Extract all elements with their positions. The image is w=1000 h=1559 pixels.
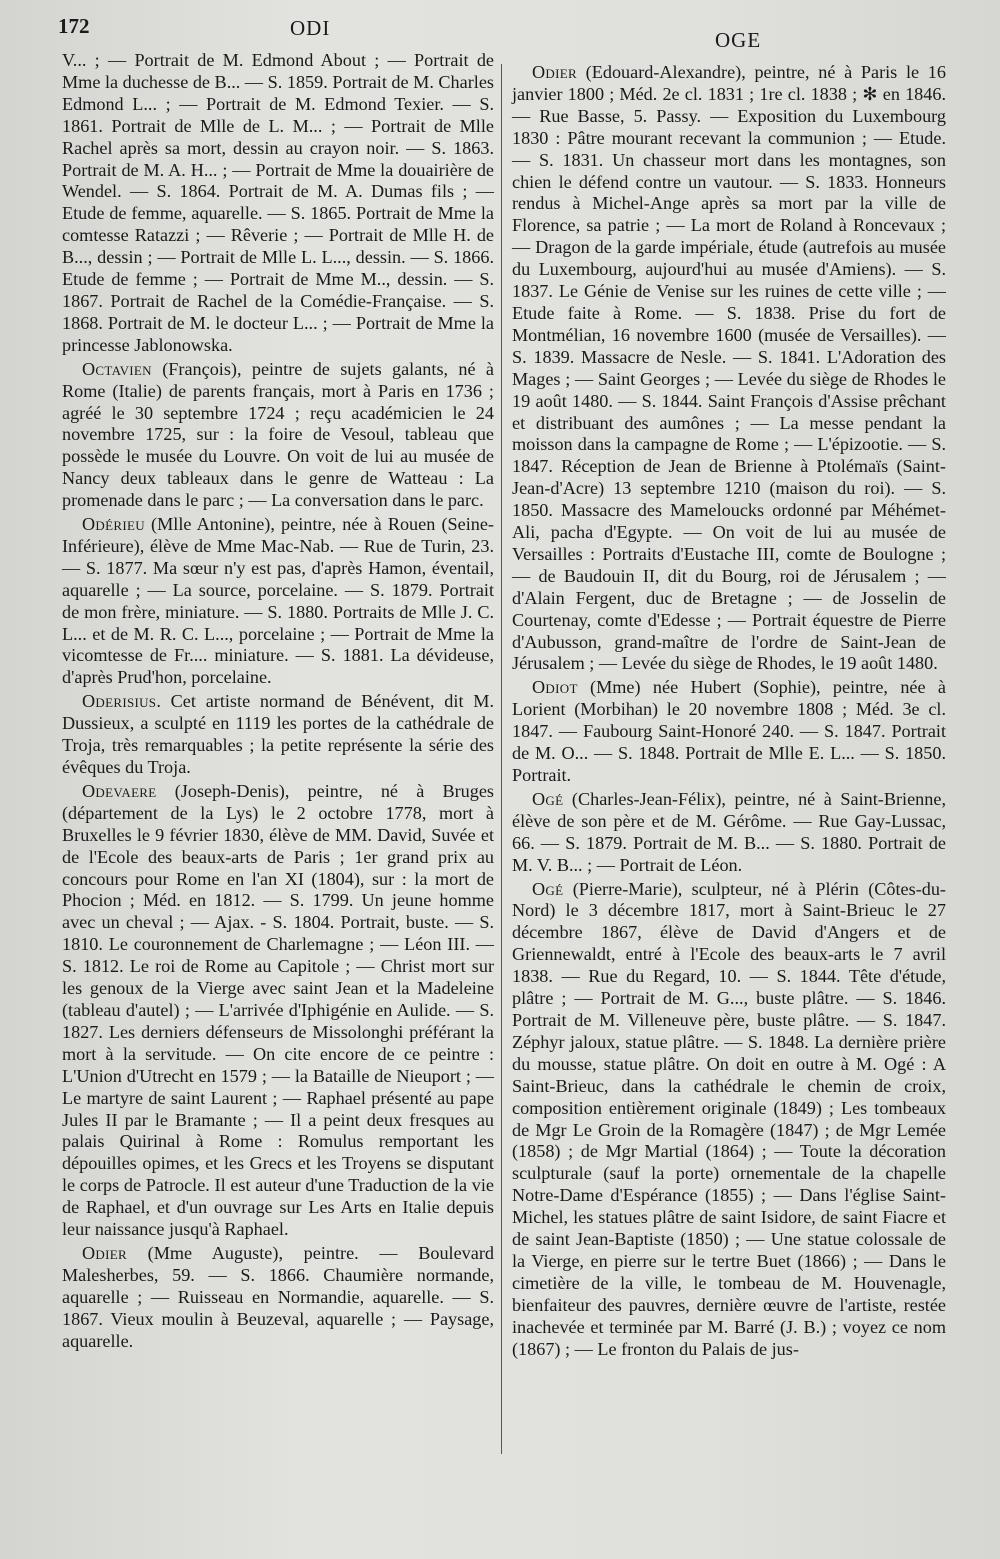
running-head-left: ODI (290, 16, 331, 40)
page-number: 172 (58, 14, 90, 38)
entry (62, 781, 494, 1241)
entry (62, 50, 494, 357)
entry (512, 677, 946, 787)
entry-name: Odevaere (82, 780, 157, 801)
entry (512, 62, 946, 675)
entry (512, 789, 946, 877)
entry-text: . Cet artiste normand de Bénévent, dit M. Dussieux, a sculpté en 1119 les portes de la cathédrale de Troja, très remarquables ; la petite représente la série des évêques du Troja. (62, 691, 494, 777)
entry-name: Odérieu (82, 514, 145, 535)
entry-text: (Mme Auguste), peintre. — Boulevard Malesherbes, 59. — S. 1866. Chaumière normande, aquarelle ; — Ruisseau en Normandie, aquarelle. — S. 1867. Vieux moulin à Beuzeval, aquarelle ; — Paysage, aquarelle. (62, 1242, 494, 1351)
entry-text: V... ; — Portrait de M. Edmond About ; — Portrait de Mme la duchesse de B... — S. 1859. Portrait de M. Charles Edmond L... ; — Portrait de M. Edmond Texier. — S. 1861. Portrait de Mlle de L. M... ; — Portrait de Mlle Rachel après sa mort, dessin au crayon noir. — S. 1863. Portrait de M. A. H... ; — Portrait de Mme la douairière de Wendel. — S. 1864. Portrait de M. A. Dumas fils ; — Etude de femme, aquarelle. — S. 1865. Portrait de Mme la comtesse Ratazzi ; — Rêverie ; — Portrait de Mlle H. de B..., dessin ; — Portrait de Mlle L. L..., dessin. — S. 1866. Etude de femme ; — Portrait de Mme M.., dessin. — S. 1867. Portrait de Rachel de la Comédie-Française. — S. 1868. Portrait de M. le docteur L... ; — Portrait de Mme la princesse Jablonowska. (62, 50, 494, 355)
entry (512, 879, 946, 1361)
entry (62, 359, 494, 512)
entry (62, 691, 494, 779)
running-head-right: OGE (715, 28, 762, 52)
right-column (512, 62, 946, 1362)
left-column (62, 50, 494, 1354)
entry-name: Ogé (532, 878, 564, 899)
entry-name: Odier (532, 62, 577, 82)
entry-text: (Mme) née Hubert (Sophie), peintre, née à Lorient (Morbihan) le 20 novembre 1808 ; Méd. 3e cl. 1847. — Faubourg Saint-Honoré 240. — S. 1847. Portrait de M. O... — S. 1848. Portrait de Mlle E. L... — S. 1850. Portrait. (512, 677, 946, 785)
entry-text: (François), peintre de sujets galants, né à Rome (Italie) de parents français, mort à Paris en 1736 ; agréé le 30 septembre 1724 ; reçu académicien le 24 novembre 1725, sur : la foire de Vesoul, tableau que possède le musée du Louvre. On voit de lui au musée de Nancy deux tableaux dans le genre de Watteau : La promenade dans le parc ; — La conversation dans le parc. (62, 358, 494, 511)
entry-text: (Joseph-Denis), peintre, né à Bruges (département de la Lys) le 2 octobre 1778, mort à Bruxelles le 9 février 1830, élève de MM. David, Suvée et de l'Ecole des beaux-arts de Paris ; 1er grand prix au concours pour Rome en l'an XI (1804), sur : la mort de Phocion ; Méd. en 1812. — S. 1799. Un jeune homme avec un cheval ; — Ajax. - S. 1804. Portrait, buste. — S. 1810. Le couronnement de Charlemagne ; — Léon III. — S. 1812. Le roi de Rome au Capitole ; — Christ mort sur les genoux de la Vierge avec saint Jean et la Madeleine (tableau d'autel) ; — L'arrivée d'Iphigénie en Aulide. — S. 1827. Les derniers défenseurs de Missolonghi préférant la mort à la servitude. — On cite encore de ce peintre : L'Union d'Utrecht en 1579 ; — la Bataille de Nieuport ; — Le martyre de saint Laurent ; — Raphael présenté au pape Jules II par le Bramante ; — Il a peint deux fresques au palais Quirinal à Rome : Romulus remportant les dépouilles opimes, et les Grecs et les Troyens se disputant le corps de Patrocle. Il est auteur d'une Traduction de la vie de Raphael, et d'un ouvrage sur Les Arts en Italie depuis leur naissance jusqu'à Raphael. (62, 780, 494, 1240)
column-divider (501, 64, 502, 1454)
entry (62, 1243, 494, 1353)
entry-name: Oderisius (82, 691, 157, 712)
entry-name: Octavien (82, 358, 152, 379)
entry (62, 514, 494, 689)
entry-name: Odier (82, 1242, 127, 1263)
entry-name: Ogé (532, 788, 564, 809)
entry-text: (Edouard-Alexandre), peintre, né à Paris le 16 janvier 1800 ; Méd. 2e cl. 1831 ; 1re cl. 1838 ; ✻ en 1846. — Rue Basse, 5. Passy. — Exposition du Luxembourg 1830 : Pâtre mourant recevant la communion ; — Etude. — S. 1831. Un chasseur mort dans les montagnes, son chien le défend contre un vautour. — S. 1833. Honneurs rendus à Michel-Ange après sa mort par la ville de Florence, sa patrie ; — La mort de Roland à Roncevaux ; — Dragon de la garde impériale, étude (autrefois au musée du Luxembourg, aujourd'hui au musée d'Amiens). — S. 1837. Le Génie de Venise sur les ruines de cette ville ; — Etude faite à Rome. — S. 1838. Prise du fort de Montmélian, 16 novembre 1600 (musée de Versailles). — S. 1839. Massacre de Nesle. — S. 1841. L'Adoration des Mages ; — Saint Georges ; — Levée du siège de Rhodes le 19 août 1480. — S. 1844. Saint François d'Assise prêchant et distribuant des aumônes ; — La messe pendant la moisson dans la campagne de Rome ; — L'épizootie. — S. 1847. Réception de Jean de Brienne à Ptolémaïs (Saint-Jean-d'Acre) 13 septembre 1210 (maison du roi). — S. 1850. Massacre des Mameloucks ordonné par Méhémet-Ali, pacha d'Egypte. — On voit de lui au musée de Versailles : Portraits d'Eustache III, comte de Boulogne ; — de Baudouin II, dit du Bourg, roi de Jérusalem ; — d'Alain Fergent, duc de Bretagne ; — de Josselin de Courtenay, comte d'Edesse ; — Portrait équestre de Pierre d'Aubusson, grand-maître de l'ordre de Saint-Jean de Jérusalem ; — Levée du siège de Rhodes, le 19 août 1480. (512, 62, 946, 674)
entry-text: (Charles-Jean-Félix), peintre, né à Saint-Brienne, élève de son père et de M. Gérôme. — Rue Gay-Lussac, 66. — S. 1879. Portrait de M. B... — S. 1880. Portrait de M. V. B... ; — Portrait de Léon. (512, 788, 946, 875)
entry-text: (Pierre-Marie), sculpteur, né à Plérin (Côtes-du-Nord) le 3 décembre 1817, mort à Saint-Brieuc le 27 décembre 1867, élève de David d'Angers et de Griennewaldt, entré à l'Ecole des beaux-arts le 7 avril 1838. — Rue du Regard, 10. — S. 1844. Tête d'étude, plâtre ; — Portrait de M. G..., buste plâtre. — S. 1846. Portrait de M. Villeneuve père, buste plâtre. — S. 1847. Zéphyr jaloux, statue plâtre. — S. 1848. La dernière prière du mousse, statue plâtre. On doit en outre à M. Ogé : A Saint-Brieuc, dans la cathédrale le chemin de croix, composition entièrement originale (1849) ; Les tombeaux de Mgr Le Groin de la Romagère (1847) ; de Mgr Lemée (1858) ; de Mgr Martial (1864) ; — Toute la décoration sculpturale (sauf la porte) ornementale de la chapelle Notre-Dame d'Espérance (1855) ; — Dans l'église Saint-Michel, les statues plâtre de saint Isidore, de saint Fiacre et de saint Jean-Baptiste (1850) ; — Une statue colossale de la Vierge, en pierre sur le tertre Buet (1866) ; — Dans le cimetière de la ville, le tombeau de M. Houvenagle, bienfaiteur des pauvres, dernière œuvre de l'artiste, restée inachevée et terminée par M. Barré (J. B.) ; voyez ce nom (1867) ; — Le fronton du Palais de jus- (512, 878, 946, 1359)
entry-text: (Mlle Antonine), peintre, née à Rouen (Seine-Inférieure), élève de Mme Mac-Nab. — Rue de Turin, 23. — S. 1877. Ma sœur n'y est pas, d'après Hamon, éventail, aquarelle ; — La source, porcelaine. — S. 1879. Portrait de mon frère, miniature. — S. 1880. Portraits de Mlle J. C. L... et de M. R. C. L..., porcelaine ; — Portrait de Mme la vicomtesse de Fr.... miniature. — S. 1881. La dévideuse, d'après Prud'hon, porcelaine. (62, 514, 494, 688)
entry-name: Odiot (532, 677, 578, 698)
